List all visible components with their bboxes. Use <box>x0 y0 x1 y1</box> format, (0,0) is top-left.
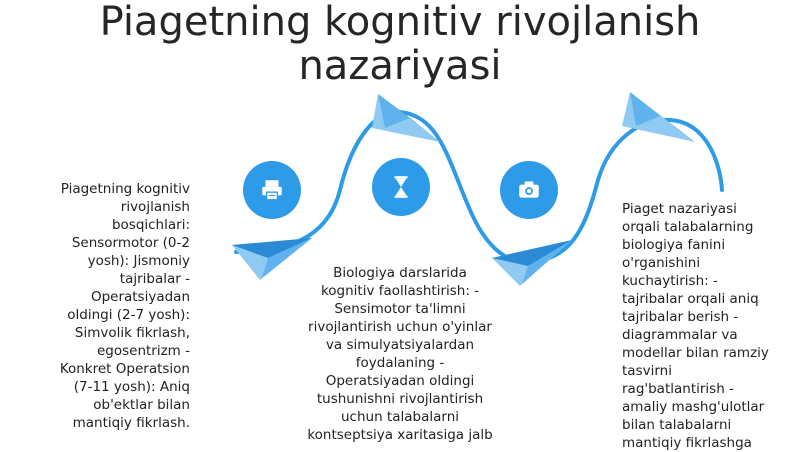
step-1-circle <box>243 161 301 219</box>
paper-plane-icon <box>492 240 572 286</box>
paper-plane-icon <box>622 92 695 142</box>
text-block-right: Piaget nazariyasi orqali talabalarning biologiya fanini o'rganishini kuchaytirish: - tajribalar orqali aniq tajribalar berish - diagrammalar va modellar bilan ramziy tasvirni rag'batlantirish - amaliy mashg'ulotlar bilan talabalarni mantiqiy fikrlashga <box>622 201 769 451</box>
hourglass-icon <box>388 174 414 200</box>
text-block-left: Piagetning kognitiv rivojlanish bosqichlari: Sensormotor (0-2 yosh): Jismoniy tajribalar - Operatsiyadan oldingi (2-7 yosh): Simvolik fikrlash, egosentrizm - Konkret Operatsion (7-11 yosh): Aniq ob'ektlar bilan mantiqiy fikrlash. <box>59 181 190 431</box>
paper-plane-icon <box>372 94 440 142</box>
printer-icon <box>259 177 285 203</box>
camera-icon <box>516 177 542 203</box>
text-block-middle: Biologiya darslarida kognitiv faollashtirish: - Sensimotor ta'limni rivojlantirish uchun o'yinlar va simulyatsiyalardan foydalaning - Operatsiyadan oldingi tushunishni rivojlantirish uchun talabalarni kontseptsiya xaritasiga jalb <box>307 265 493 443</box>
step-2-circle <box>372 158 430 216</box>
title-line-2: nazariyasi <box>298 43 502 89</box>
step-3-circle <box>500 161 558 219</box>
title-line-1: Piagetning kognitiv rivojlanish <box>99 0 701 45</box>
